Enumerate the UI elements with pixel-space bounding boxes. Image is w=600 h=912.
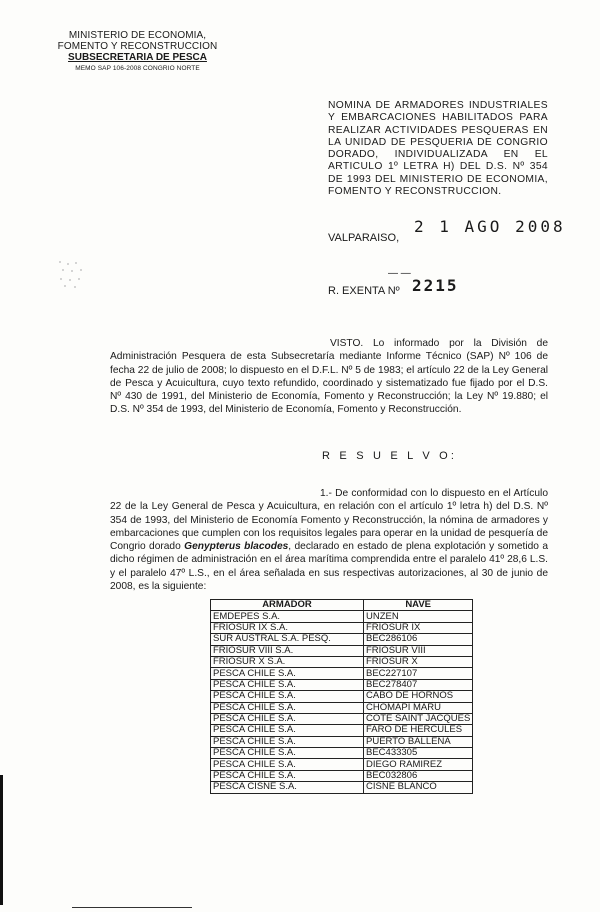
cell-armador: FRIOSUR VIII S.A.	[211, 645, 364, 656]
column-header-armador: ARMADOR	[211, 600, 364, 611]
cell-armador: PESCA CHILE S.A.	[211, 679, 364, 690]
article-text-before: 1.- De conformidad con lo dispuesto en el Artículo 22 de la Ley General de Pesca y Acuicultura, en relación con el artículo 1º letra h) del D.S. Nº 354 de 1993, del Ministerio de Economía Fomento y Reconstrucción, la nómina de armadores y embarcaciones que cumplen con los requisitos legales para operar en la unidad de pesquería de Congrio dorado	[110, 488, 548, 553]
resolution-number: 2215	[412, 276, 459, 295]
table-row	[211, 725, 473, 736]
letterhead-memo-ref: MEMO SAP 106-2008 CONGRIO NORTE	[75, 65, 200, 72]
cell-nave: FRIOSUR X	[364, 656, 473, 667]
cell-armador: SUR AUSTRAL S.A. PESQ.	[211, 634, 364, 645]
cell-nave: CISNE BLANCO	[364, 782, 473, 793]
visto-paragraph: VISTO. Lo informado por la División de Administración Pesquera de esta Subsecretaría mediante Informe Técnico (SAP) Nº 106 de fecha 22 de julio de 2008; lo dispuesto en el D.F.L. Nº 5 de 1983; el artículo 22 de la Ley General de Pesca y Acuicultura, cuyo texto refundido, coordinado y sistematizado fue fijado por el D.S. Nº 430 de 1991, del Ministerio de Economía, Fomento y Reconstrucción; la Ley Nº 19.880; el D.S. Nº 354 de 1993, del Ministerio de Economía, Fomento y Reconstrucción.	[110, 338, 548, 416]
cell-nave: DIEGO RAMIREZ	[364, 759, 473, 770]
table-row	[211, 770, 473, 781]
table-row	[211, 656, 473, 667]
scan-margin-bar	[0, 775, 3, 905]
table-row	[211, 668, 473, 679]
table-row	[211, 679, 473, 690]
handwritten-dash: — —	[388, 268, 411, 279]
cell-nave: FRIOSUR VIII	[364, 645, 473, 656]
resolution-label: R. EXENTA Nº	[328, 285, 400, 297]
document-title: NOMINA DE ARMADORES INDUSTRIALES Y EMBARCACIONES HABILITADOS PARA REALIZAR ACTIVIDADES PESQUERAS EN LA UNIDAD DE PESQUERIA DE CONGRIO DORADO, INDIVIDUALIZADA EN EL ARTICULO 1º LETRA H) DEL D.S. Nº 354 DE 1993 DEL MINISTERIO DE ECONOMIA, FOMENTO Y RECONSTRUCCION.	[328, 100, 548, 198]
column-header-nave: NAVE	[364, 600, 473, 611]
place: VALPARAISO,	[328, 232, 400, 244]
table-header-row	[211, 600, 473, 611]
cell-nave: CABO DE HORNOS	[364, 691, 473, 702]
cell-armador: PESCA CHILE S.A.	[211, 725, 364, 736]
cell-nave: UNZEN	[364, 611, 473, 622]
cell-armador: PESCA CHILE S.A.	[211, 770, 364, 781]
species-name: Genypterus blacodes	[184, 541, 289, 553]
letterhead-ministry: MINISTERIO DE ECONOMIA,	[68, 30, 207, 41]
table-row	[211, 782, 473, 793]
cell-nave: BEC278407	[364, 679, 473, 690]
cell-armador: PESCA CISNE S.A.	[211, 782, 364, 793]
resuelvo-heading: R E S U E L V O:	[322, 450, 458, 462]
table-row	[211, 713, 473, 724]
cell-nave: COTE SAINT JACQUES	[364, 713, 473, 724]
cell-armador: EMDEPES S.A.	[211, 611, 364, 622]
faded-stamp-mark	[56, 258, 88, 290]
table-row	[211, 622, 473, 633]
shipowners-vessels-table	[210, 599, 473, 794]
cell-armador: PESCA CHILE S.A.	[211, 691, 364, 702]
table-row	[211, 645, 473, 656]
table-row	[211, 759, 473, 770]
letterhead	[50, 30, 225, 74]
article-text-after: , declarado en estado de plena explotación y sometido a dicho régimen de administración en el área marítima comprendida entre el paralelo 41º 28,6 L.S. y el paralelo 47º L.S., en el área señalada en sus respectivas autorizaciones, al 30 de junio de 2008, es la siguiente:	[110, 541, 548, 593]
cell-armador: PESCA CHILE S.A.	[211, 759, 364, 770]
article-1-paragraph	[110, 487, 548, 593]
cell-armador: PESCA CHILE S.A.	[211, 713, 364, 724]
cell-nave: BEC433305	[364, 748, 473, 759]
cell-nave: BEC227107	[364, 668, 473, 679]
table-row	[211, 691, 473, 702]
cell-armador: PESCA CHILE S.A.	[211, 748, 364, 759]
cell-armador: PESCA CHILE S.A.	[211, 668, 364, 679]
cell-nave: BEC286106	[364, 634, 473, 645]
table-row	[211, 611, 473, 622]
resolution-date-stamp: 2 1 AGO 2008	[414, 217, 566, 236]
table-row	[211, 702, 473, 713]
cell-armador: FRIOSUR IX S.A.	[211, 622, 364, 633]
cell-nave: BEC032806	[364, 770, 473, 781]
cell-armador: FRIOSUR X S.A.	[211, 656, 364, 667]
cell-armador: PESCA CHILE S.A.	[211, 736, 364, 747]
cell-nave: PUERTO BALLENA	[364, 736, 473, 747]
table-row	[211, 634, 473, 645]
cell-nave: CHOMAPI MARU	[364, 702, 473, 713]
table-row	[211, 748, 473, 759]
cell-nave: FRIOSUR IX	[364, 622, 473, 633]
cell-armador: PESCA CHILE S.A.	[211, 702, 364, 713]
letterhead-undersecretariat: SUBSECRETARIA DE PESCA	[68, 52, 207, 63]
footer-rule	[72, 907, 192, 908]
cell-nave: FARO DE HERCULES	[364, 725, 473, 736]
letterhead-ministry-cont: FOMENTO Y RECONSTRUCCION	[57, 41, 218, 52]
table-row	[211, 736, 473, 747]
